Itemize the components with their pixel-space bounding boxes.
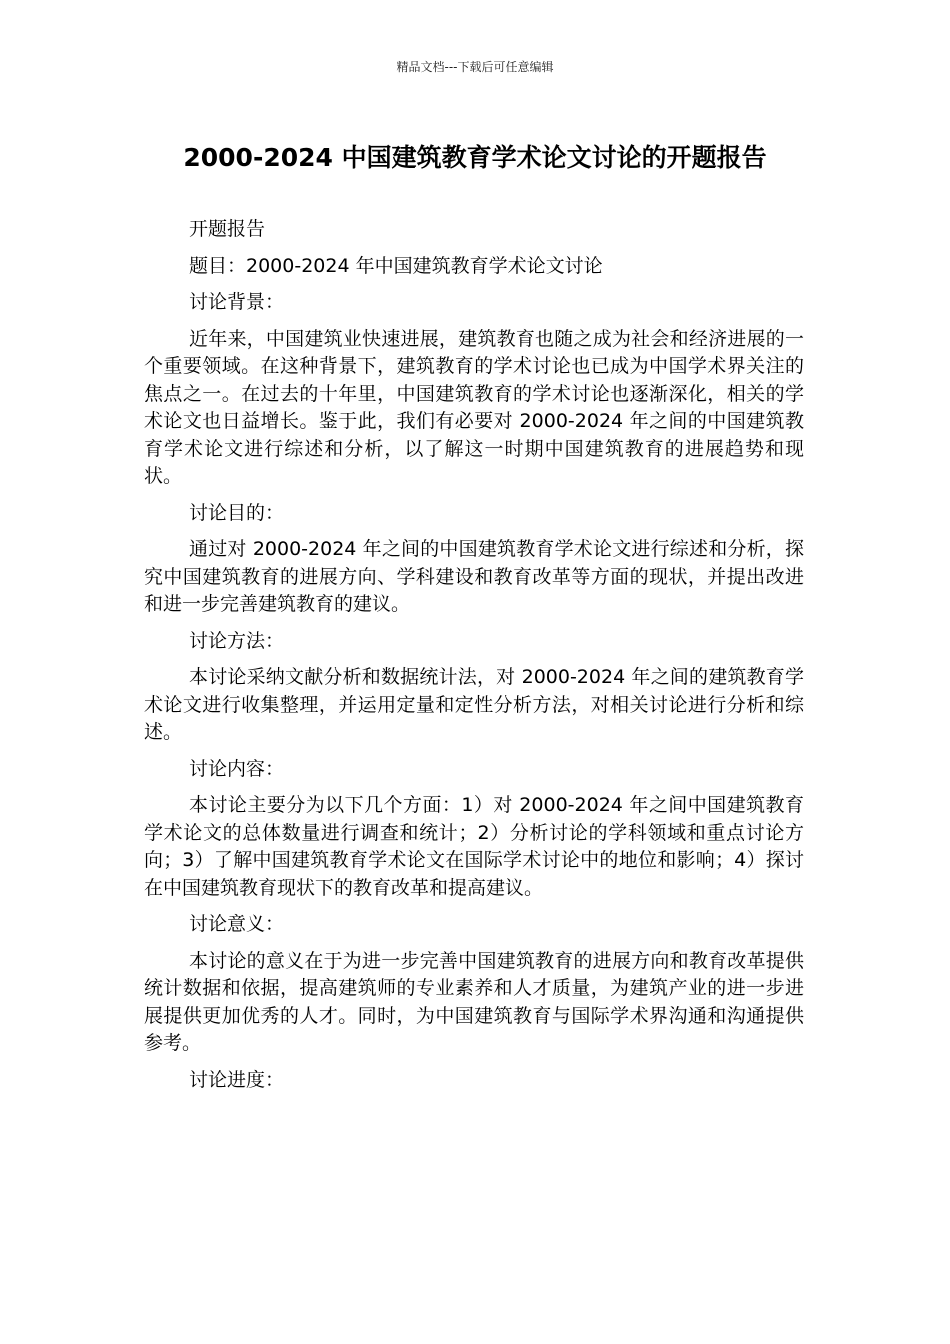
topic-line: 题目：2000-2024 年中国建筑教育学术论文讨论 — [189, 254, 603, 277]
document-body — [144, 216, 804, 1103]
significance-paragraph: 本讨论的意义在于为进一步完善中国建筑教育的进展方向和教育改革提供统计数据和依据，提高建筑师的专业素养和人才质量，为建筑产业的进一步进展提供更加优秀的人才。同时，为中国建筑教育与国际学术界沟通和沟通提供参考。 — [144, 949, 804, 1054]
document-title: 2000-2024 中国建筑教育学术论文讨论的开题报告 — [183, 143, 767, 172]
method-paragraph: 本讨论采纳文献分析和数据统计法，对 2000-2024 年之间的建筑教育学术论文进行收集整理，并运用定量和定性分析方法，对相关讨论进行分析和综述。 — [144, 666, 804, 743]
progress-heading: 讨论进度： — [189, 1068, 285, 1091]
purpose-paragraph: 通过对 2000-2024 年之间的中国建筑教育学术论文进行综述和分析，探究中国建筑教育的进展方向、学科建设和教育改革等方面的现状，并提出改进和进一步完善建筑教育的建议。 — [144, 538, 804, 615]
significance-heading: 讨论意义： — [189, 913, 285, 935]
content-paragraph: 本讨论主要分为以下几个方面：1）对 2000-2024 年之间中国建筑教育学术论文的总体数量进行调查和统计；2）分析讨论的学科领域和重点讨论方向；3）了解中国建筑教育学术论文在国际学术讨论中的地位和影响；4）探讨在中国建筑教育现状下的教育改革和提高建议。 — [144, 794, 804, 899]
background-heading: 讨论背景： — [189, 291, 285, 313]
background-paragraph: 近年来，中国建筑业快速进展，建筑教育也随之成为社会和经济进展的一个重要领域。在这种背景下，建筑教育的学术讨论也已成为中国学术界关注的焦点之一。在过去的十年里，中国建筑教育的学术讨论也逐渐深化，相关的学术论文也日益增长。鉴于此，我们有必要对 2000-2024 年之间的中国建筑教育学术论文进行综述和分析，以了解这一时期中国建筑教育的进展趋势和现状。 — [144, 327, 804, 487]
header-note: 精品文档---下载后可任意编辑 — [396, 60, 554, 74]
purpose-heading: 讨论目的： — [189, 501, 285, 524]
report-label: 开题报告 — [189, 218, 266, 240]
method-heading: 讨论方法： — [189, 629, 285, 652]
content-heading: 讨论内容： — [189, 757, 285, 780]
